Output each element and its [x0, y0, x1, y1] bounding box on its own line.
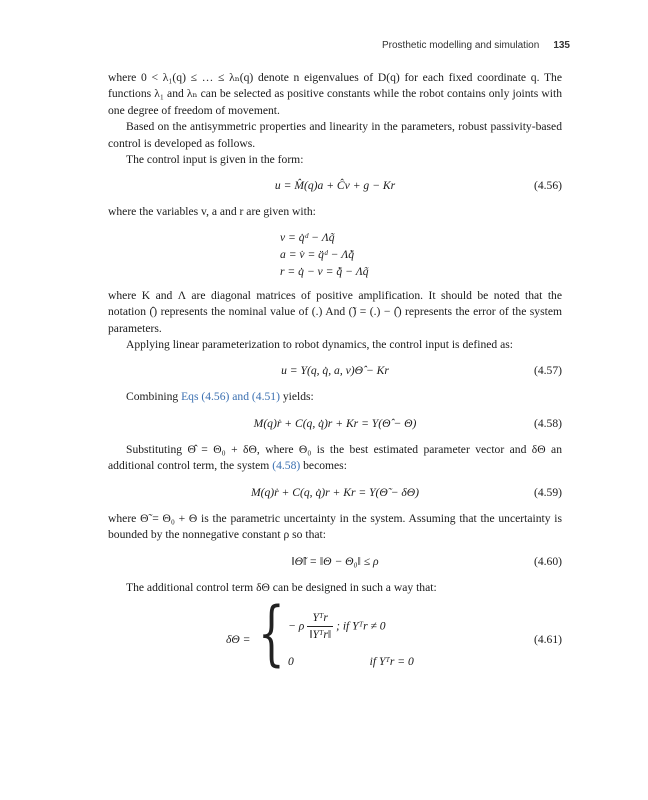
case-condition: if Yᵀr = 0 [369, 654, 414, 668]
fraction-denominator: ‖Yᵀr‖ [309, 628, 332, 642]
equation-number: (4.56) [533, 179, 562, 193]
equation-body: u = M̂(q)a + Ĉv + g − Kr [274, 179, 396, 193]
page-body [108, 70, 562, 686]
equation-4-58 [108, 413, 562, 435]
text: Substituting Θ̂ = Θ₀ + δΘ, where Θ₀ is the best estimated parameter vector and δΘ an additional control term, the system [108, 442, 562, 473]
paragraph-robust-control: Based on the antisymmetric properties and linearity in the parameters, robust passivity-based control is developed as follows. [108, 120, 562, 150]
equation-variables [280, 229, 562, 280]
text: Combining [126, 390, 182, 404]
text: yields: [279, 390, 314, 404]
equation-number: (4.61) [533, 632, 562, 646]
equation-link[interactable]: (4.58) [272, 459, 301, 473]
equation-4-60 [108, 551, 562, 573]
equation-body: M(q)ṙ + C(q, q̇)r + Kr = Y(Θ̃ − δΘ) [250, 485, 420, 499]
paragraph-substituting [108, 442, 562, 475]
equation-4-59 [108, 482, 562, 504]
equation-link[interactable]: Eqs (4.56) and (4.51) [181, 390, 280, 404]
equation-case-2 [288, 654, 414, 670]
paragraph-uncertainty: where Θ̃ = Θ₀ + Θ is the parametric uncertainty in the system. Assuming that the uncertainty is bounded by the nonnegative constant ρ so that: [108, 511, 562, 542]
equation-number: (4.57) [533, 364, 562, 378]
paragraph-additional-term: The additional control term δΘ can be designed in such a way that: [126, 580, 437, 594]
equation-lhs: δΘ = [226, 632, 251, 646]
paragraph-variables: where the variables v, a and r are given with: [108, 205, 316, 219]
text: becomes: [300, 459, 347, 473]
paragraph-parameterization: Applying linear parameterization to robot dynamics, the control input is defined as: [126, 338, 513, 352]
case-condition: ; if Yᵀr ≠ 0 [336, 619, 386, 633]
equation-number: (4.60) [533, 554, 562, 568]
equation-r: r = q̇ − v = q̃̇ − Λq̃ [280, 264, 369, 278]
equation-body: ‖Θ̃‖ = ‖Θ − Θ₀‖ ≤ ρ [291, 554, 379, 568]
equation-4-61 [108, 591, 562, 680]
case-value: 0 [288, 654, 294, 668]
case-prefix: − ρ [288, 619, 305, 633]
equation-a: a = v̇ = q̈ᵈ − Λq̃̇ [280, 247, 354, 261]
equation-body: M(q)ṙ + C(q, q̇)r + Kr = Y(Θ̂ − Θ) [253, 416, 417, 430]
equation-number: (4.58) [533, 416, 562, 430]
left-brace-icon: { [258, 591, 285, 674]
paragraph-combining [108, 389, 562, 405]
running-header [0, 40, 570, 51]
equation-4-57 [108, 360, 562, 382]
running-title: Prosthetic modelling and simulation [382, 40, 540, 51]
equation-v: v = q̇ᵈ − Λq̃ [280, 230, 335, 244]
equation-number: (4.59) [533, 485, 562, 499]
paragraph-control-input: The control input is given in the form: [126, 153, 304, 167]
fraction-numerator: Yᵀr [307, 610, 333, 627]
paragraph-eigenvalues: where 0 < λ₁(q) ≤ … ≤ λₙ(q) denote n eigenvalues of D(q) for each fixed coordinate q. The functions λ₁ and λₙ can be selected as positive constants while the robot contains only joints with one degree of freedom of movement. [108, 71, 562, 117]
equation-body: u = Y(q, q̇, a, v)Θ̂ − Kr [281, 364, 389, 378]
equation-4-56 [108, 175, 562, 197]
equation-case-1 [288, 610, 386, 644]
paragraph-matrices: where K and Λ are diagonal matrices of positive amplification. It should be noted that the notation (̂) represents the nominal value of (.) And (̃) = (.) − (̂) represents the error of the system parameters. [108, 288, 562, 335]
page-number: 135 [553, 40, 570, 51]
fraction [307, 610, 333, 644]
